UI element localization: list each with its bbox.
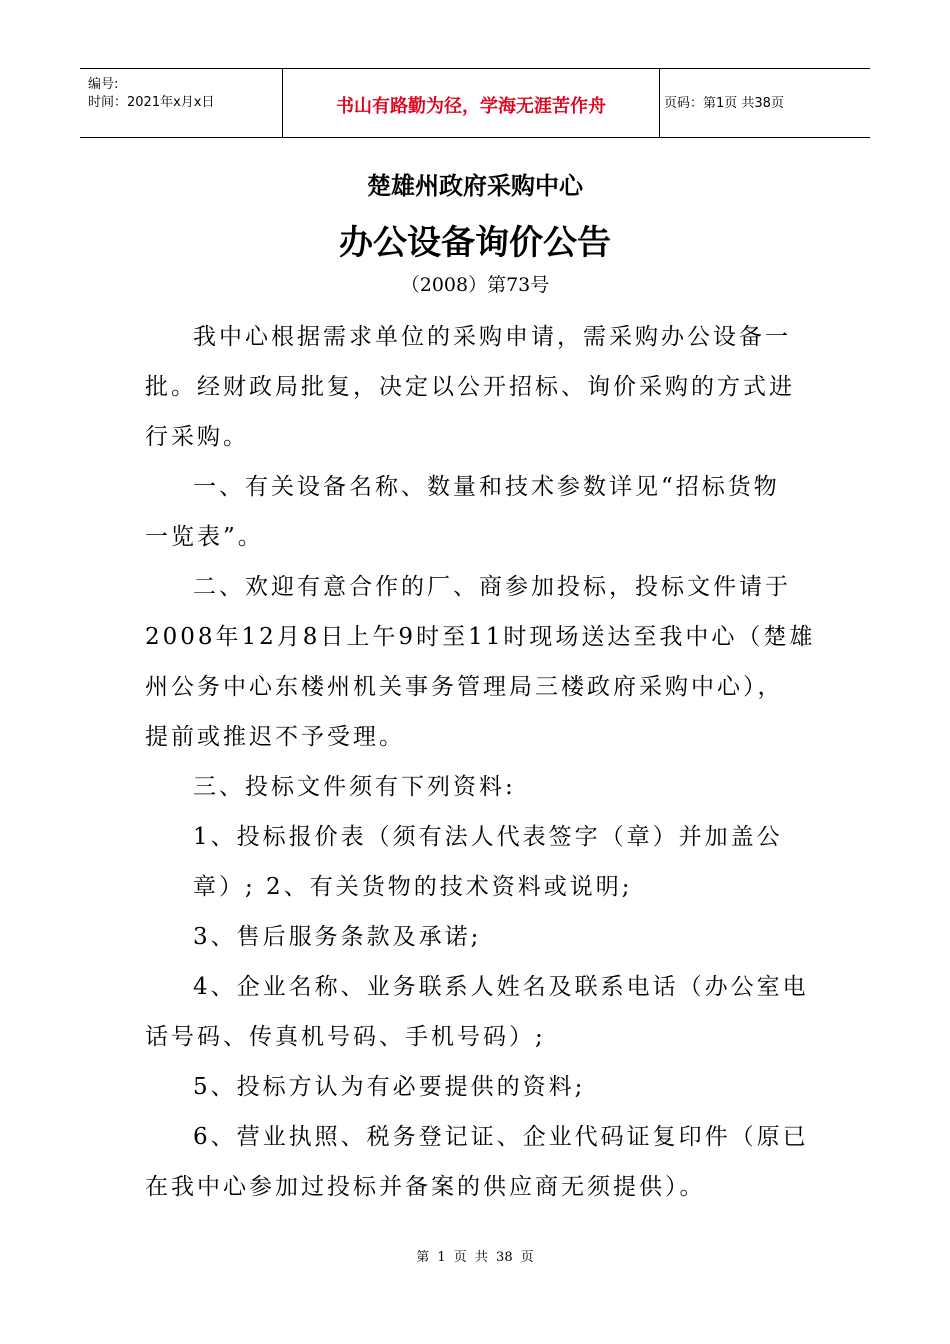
body-line: 我中心根据需求单位的采购申请，需采购办公设备一	[193, 324, 791, 350]
body-line: 行采购。	[145, 424, 249, 450]
header-left-cell	[80, 69, 280, 137]
page-info: 页码：第1页 共38页	[664, 96, 784, 111]
body-line: 5、投标方认为有必要提供的资料;	[193, 1074, 586, 1100]
page-footer: 第 1 页 共 38 页	[416, 1250, 534, 1265]
motto-text: 书山有路勤为径，学海无涯苦作舟	[336, 96, 606, 117]
time-label: 时间：2021年x月x日	[88, 95, 215, 110]
body-line: 二、欢迎有意合作的厂、商参加投标，投标文件请于	[193, 574, 791, 600]
body-line: 提前或推迟不予受理。	[145, 724, 405, 750]
doc-number: （2008）第73号	[400, 274, 550, 296]
main-title: 办公设备询价公告	[339, 223, 611, 263]
body-line: 一、有关设备名称、数量和技术参数详见“招标货物	[193, 474, 780, 500]
body-line: 在我中心参加过投标并备案的供应商无须提供）。	[145, 1174, 706, 1200]
body-line: 6、营业执照、税务登记证、企业代码证复印件（原已	[193, 1124, 809, 1150]
body-line: 章）; 2、有关货物的技术资料或说明;	[193, 874, 633, 900]
body-line: 3、售后服务条款及承诺;	[193, 924, 482, 950]
body-line: 话号码、传真机号码、手机号码）;	[145, 1024, 546, 1050]
body-line: 州公务中心东楼州机关事务管理局三楼政府采购中心），	[145, 674, 784, 700]
body-line: 批。经财政局批复，决定以公开招标、询价采购的方式进	[145, 374, 795, 400]
body-line: 4、企业名称、业务联系人姓名及联系电话（办公室电	[193, 974, 809, 1000]
body-line: 一览表”。	[145, 524, 264, 550]
body-line: 2008年12月8日上午9时至11时现场送达至我中心（楚雄	[145, 624, 816, 650]
body-line: 三、投标文件须有下列资料:	[193, 774, 516, 800]
org-title: 楚雄州政府采购中心	[367, 171, 583, 200]
document-header	[80, 68, 870, 138]
number-label: 编号:	[88, 77, 119, 92]
body-line: 1、投标报价表（须有法人代表签字（章）并加盖公	[193, 824, 783, 850]
header-motto-cell	[282, 69, 660, 137]
header-right-cell	[659, 69, 870, 137]
